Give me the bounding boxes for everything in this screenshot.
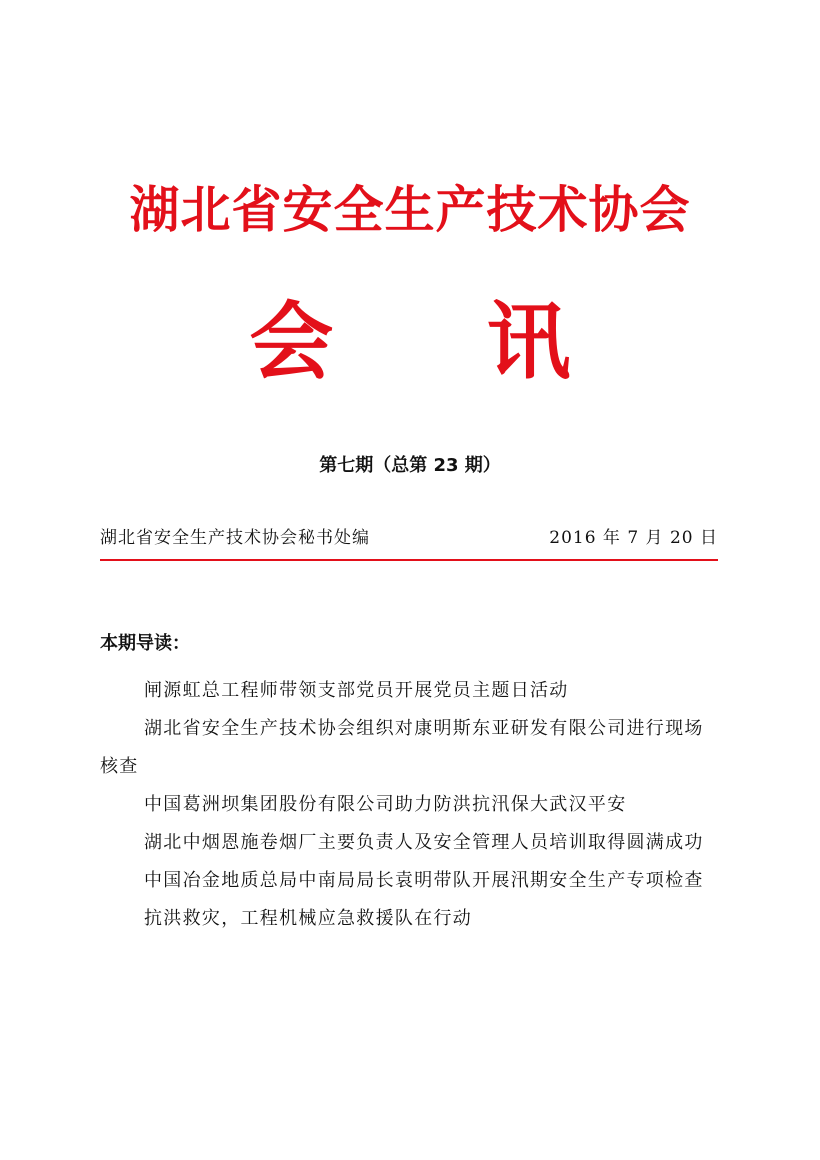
toc-heading: 本期导读：	[100, 633, 190, 654]
toc-item: 中国葛洲坝集团股份有限公司助力防洪抗汛保大武汉平安	[144, 794, 627, 815]
publish-date: 2016 年 7 月 20 日	[549, 528, 718, 548]
red-divider	[100, 559, 718, 561]
toc-item: 中国冶金地质总局中南局局长袁明带队开展汛期安全生产专项检查	[144, 870, 704, 891]
publication-title: 会 讯	[249, 293, 633, 391]
toc-item: 抗洪救灾，工程机械应急救援队在行动	[144, 908, 473, 929]
toc-item: 湖北省安全生产技术协会组织对康明斯东亚研发有限公司进行现场核查	[100, 718, 704, 777]
toc-item: 湖北中烟恩施卷烟厂主要负责人及安全管理人员培训取得圆满成功	[144, 832, 704, 853]
toc-list	[100, 672, 720, 938]
toc-item: 闸源虹总工程师带领支部党员开展党员主题日活动	[144, 680, 569, 701]
issue-number: 第七期（总第 23 期）	[319, 455, 501, 476]
organization-title: 湖北省安全生产技术协会	[129, 180, 691, 239]
editor-name: 湖北省安全生产技术协会秘书处编	[100, 528, 370, 548]
